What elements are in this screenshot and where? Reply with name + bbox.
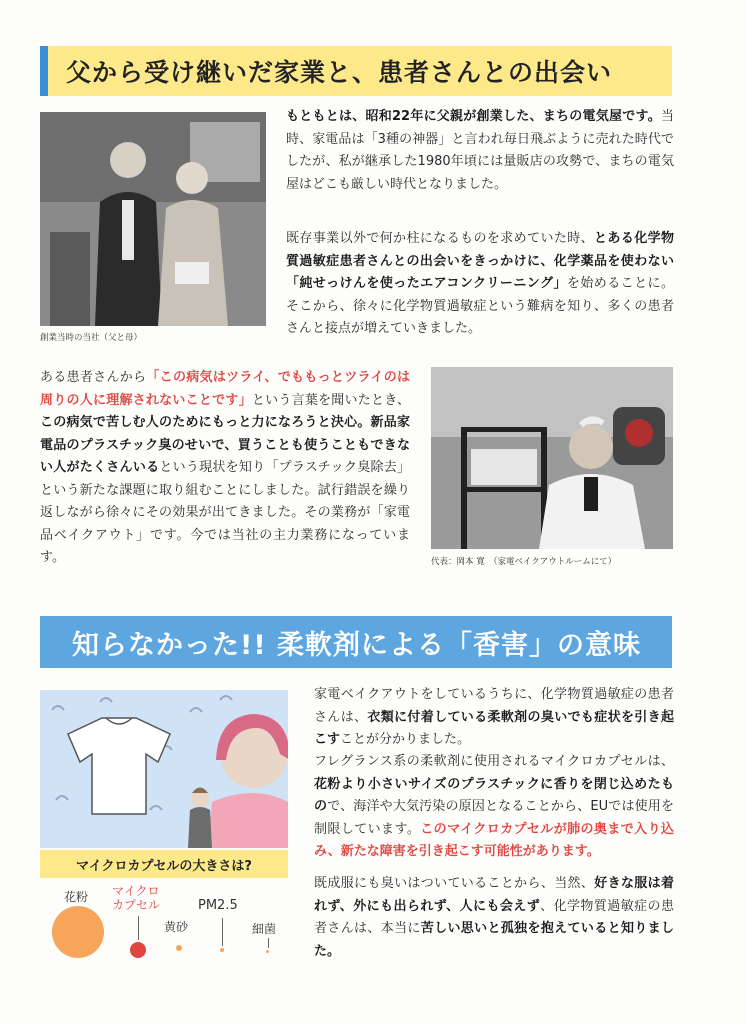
founders-photo-image: [40, 112, 266, 326]
founders-photo-caption: 創業当時の当社（父と母）: [40, 333, 143, 343]
patient-quote: 「この病気はツライ、でももっとツライのは周りの人に理解されないことです」: [40, 370, 410, 408]
representative-photo: [431, 367, 673, 549]
yellow-sand-label: 黄砂: [164, 920, 189, 934]
section2-paragraph-3: [314, 873, 674, 963]
paragraph-3-bold: この病気で苦しむ人のためにもっと力になろうと決心。新品家電品のプラスチック臭のせいで、買うことも使うこともできない人がたくさんいる: [40, 415, 410, 475]
paragraph-3-start: ある患者さんから: [40, 370, 147, 385]
bacteria-label: 細菌: [252, 922, 277, 936]
founders-photo: [40, 112, 266, 326]
s2-paragraph-1-start: 家電ベイクアウトをしているうちに、化学物質過敏症の患者さんは、: [314, 687, 674, 725]
size-comparison-title: マイクロカプセルの大きさは?: [76, 858, 252, 874]
pollen-circle: [52, 906, 104, 958]
bacteria-line: [268, 938, 269, 948]
s2-paragraph-3-bold-1: 好きな服は着れず、外にも出られず、人にも会えず: [314, 876, 674, 914]
section1-header: [40, 46, 672, 96]
s2-paragraph-3-mid: 、化学物質過敏症の患者さんは、本当に: [314, 898, 674, 936]
yellow-sand-circle: [176, 945, 182, 951]
pollen-label: 花粉: [64, 890, 89, 904]
microcapsule-circle: [130, 942, 146, 958]
section1-paragraph-3: [40, 367, 410, 570]
s2-paragraph-3-bold-2: 苦しい思いと孤独を抱えていると知りました。: [314, 921, 674, 959]
paragraph-1-body: 当時、家電品は「3種の神器」と言われ毎日飛ぶように売れた時代でしたが、私が継承した1980年頃には量販店の攻勢で、まちの電気屋はどこも厳しい時代となりました。: [286, 109, 674, 192]
section2-paragraph-2: [314, 751, 674, 864]
pm25-label: PM2.5: [198, 898, 238, 913]
pm25-line: [222, 918, 223, 946]
s2-paragraph-3-start: 既成服にも臭いはついていることから、当然、: [314, 876, 595, 891]
representative-photo-caption: 代表：岡本 寛 （家電ベイクアウトルームにて）: [431, 557, 617, 567]
paragraph-2-start: 既存事業以外で何か柱になるものを求めていた時、: [286, 231, 595, 246]
paragraph-3-end: という現状を知り「プラスチック臭除去」という新たな課題に取り組むことにしました。試行錯誤を繰り返しながら徐々にその効果が出てきました。その業務が「家電品ベイクアウト」です。今では当社の主力業務になっています。: [40, 460, 410, 565]
section1-paragraph-1: [286, 106, 674, 196]
bacteria-circle: [266, 950, 269, 953]
section1-title: 父から受け継いだ家業と、患者さんとの出会い: [66, 58, 613, 87]
section2-header: [40, 616, 672, 668]
paragraph-2-end: を始めることに。そこから、徐々に化学物質過敏症という難病を知り、多くの患者さんと接点が増えていきました。: [286, 276, 674, 336]
paragraph-1-lead: もともとは、昭和22年に父親が創業した、まちの電気屋です。: [286, 109, 661, 124]
size-comparison-title-bar: [40, 850, 288, 878]
microcapsule-label: マイクロ カプセル: [112, 884, 160, 912]
section2-paragraph-1: [314, 684, 674, 752]
paragraph-3-mid: という言葉を聞いたとき、: [251, 392, 410, 408]
paragraph-2-bold: とある化学物質過敏症患者さんとの出会いをきっかけに、化学薬品を使わない「純せっけんを使ったエアコンクリーニング」: [286, 231, 674, 291]
fragrance-illustration: [40, 690, 288, 848]
microcapsule-line: [138, 916, 139, 940]
representative-photo-image: [431, 367, 673, 549]
pm25-circle: [220, 948, 224, 952]
s2-paragraph-1-bold: 衣類に付着している柔軟剤の臭いでも症状を引き起こす: [314, 709, 674, 747]
section2-title: 知らなかった!! 柔軟剤による「香害」の意味: [72, 629, 642, 661]
s2-paragraph-2-mid: で、海洋や大気汚染の原因となることから、EUでは使用を制限しています。: [314, 799, 674, 837]
section1-paragraph-2: [286, 228, 674, 341]
shirt-and-woman-illustration: [40, 690, 288, 848]
s2-paragraph-2-bold: 花粉より小さいサイズのプラスチックに香りを閉じ込めたもの: [314, 776, 674, 814]
s2-paragraph-2-warning: このマイクロカプセルが肺の奥まで入り込み、新たな障害を引き起こす可能性があります。: [314, 821, 674, 859]
s2-paragraph-2-start: フレグランス系の柔軟剤に使用されるマイクロカプセルは、: [314, 754, 674, 769]
s2-paragraph-1-end: ことが分かりました。: [340, 732, 471, 747]
